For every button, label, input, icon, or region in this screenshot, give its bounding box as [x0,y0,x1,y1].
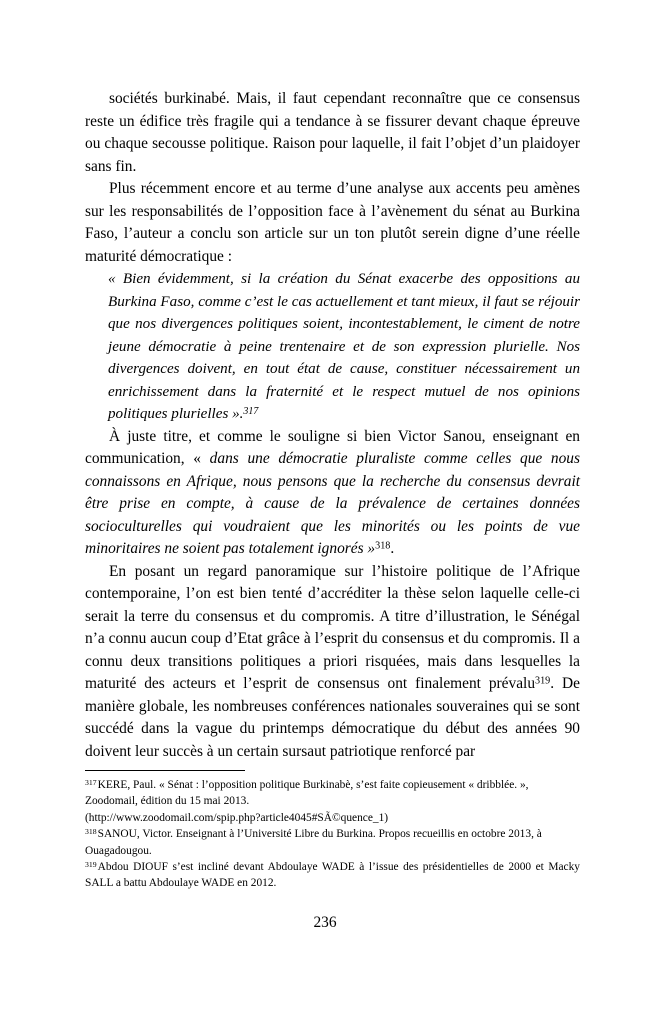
footnote-317-url [85,810,580,826]
footnote-reference-317[interactable]: 317 [243,405,259,417]
footnote-317 [85,777,580,810]
footnote-section [85,770,580,892]
blockquote-senat-exacerbe [85,268,580,426]
paragraph-panorama-before: En posant un regard panoramique sur l’histoire politique de l’Afrique contemporaine, l’on est bien tenté d’accréditer la thèse selon laquelle celle-ci serait la terre du consensus et du compromis. A titre d’illustration, le Sénégal n’a connu aucun coup d’Etat grâce à l’esprit du consensus et du compromis. Il a connu deux transitions politiques a priori risquées, mais dans lesquelles la maturité des acteurs et l’esprit de consensus ont finalement prévalu [85,562,580,692]
paragraph-victor-sanou [85,426,580,561]
footnote-number-319: 319 [85,859,97,869]
footnote-number-317: 317 [85,777,97,787]
paragraph-sanou-lead: À juste titre, et comme le souligne si bien Victor Sanou, enseignant en communication, « [85,427,580,467]
paragraph-sanou-trailing: . [390,540,395,557]
blockquote-text: « Bien évidemment, si la création du Sénat exacerbe des oppositions au Burkina Faso, comme c’est le cas actuellement et tant mieux, il faut se réjouir que nos divergences politiques soient, incontestablement, le ciment de notre jeune démocratie à peine trentenaire et de son expression plurielle. Nos divergences doivent, en tout état de cause, constituer nécessairement un enrichissement dans la fraternité et le respect mutuel de nos opinions politiques plurielles ». [108,271,580,422]
blockquote-text-wrapper [108,268,580,426]
footnote-318 [85,826,580,859]
footnote-318-text: SANOU, Victor. Enseignant à l’Université Libre du Burkina. Propos recueillis en octobre 2013, à Ouagadougou. [85,828,542,857]
page-body-content [85,88,580,763]
paragraph-regard-panoramique [85,561,580,764]
footnote-separator-rule [85,770,245,771]
page-number: 236 [313,914,337,931]
footnote-319 [85,859,580,892]
footnote-reference-318[interactable]: 318 [375,540,391,552]
paragraph-consensus-fragile: sociétés burkinabé. Mais, il faut cependant reconnaître que ce consensus reste un édifice très fragile qui a tendance à se fissurer devant chaque épreuve ou chaque secousse politique. Raison pour laquelle, il fait l’objet d’un plaidoyer sans fin. [85,90,580,175]
footnote-317-text: KERE, Paul. « Sénat : l’opposition politique Burkinabè, s’est faite copieusement « dribblée. », Zoodomail, édition du 15 mai 2013. [85,779,529,808]
footnote-number-318: 318 [85,826,97,836]
paragraph-panorama-after: . De manière globale, les nombreuses conférences nationales souveraines qui se sont succédé dans la vague du printemps démocratique du début des années 90 doivent leur succès à un certain sursaut patriotique renforcé par [85,675,580,760]
footnote-reference-319[interactable]: 319 [535,675,551,687]
paragraph-sanou-quote: dans une démocratie pluraliste comme celles que nous connaissons en Afrique, nous pensons que la recherche du consensus devrait être prise en compte, à cause de la prévalence de certaines données socioculturelles qui voudraient que les minorités ou les points de vue minoritaires ne soient pas totalement ignorés » [85,450,580,557]
paragraph-analyse-senat: Plus récemment encore et au terme d’une analyse aux accents peu amènes sur les responsabilités de l’opposition face à l’avènement du sénat au Burkina Faso, l’auteur a conclu son article sur un ton plutôt serein digne d’une réelle maturité démocratique : [85,180,580,265]
footnote-319-text: Abdou DIOUF s’est incliné devant Abdoulaye WADE à l’issue des présidentielles de 2000 et Macky SALL a battu Abdoulaye WADE en 2012. [85,861,580,890]
footnote-317-url-text[interactable]: (http://www.zoodomail.com/spip.php?article4045#SÃ©quence_1) [85,811,389,824]
